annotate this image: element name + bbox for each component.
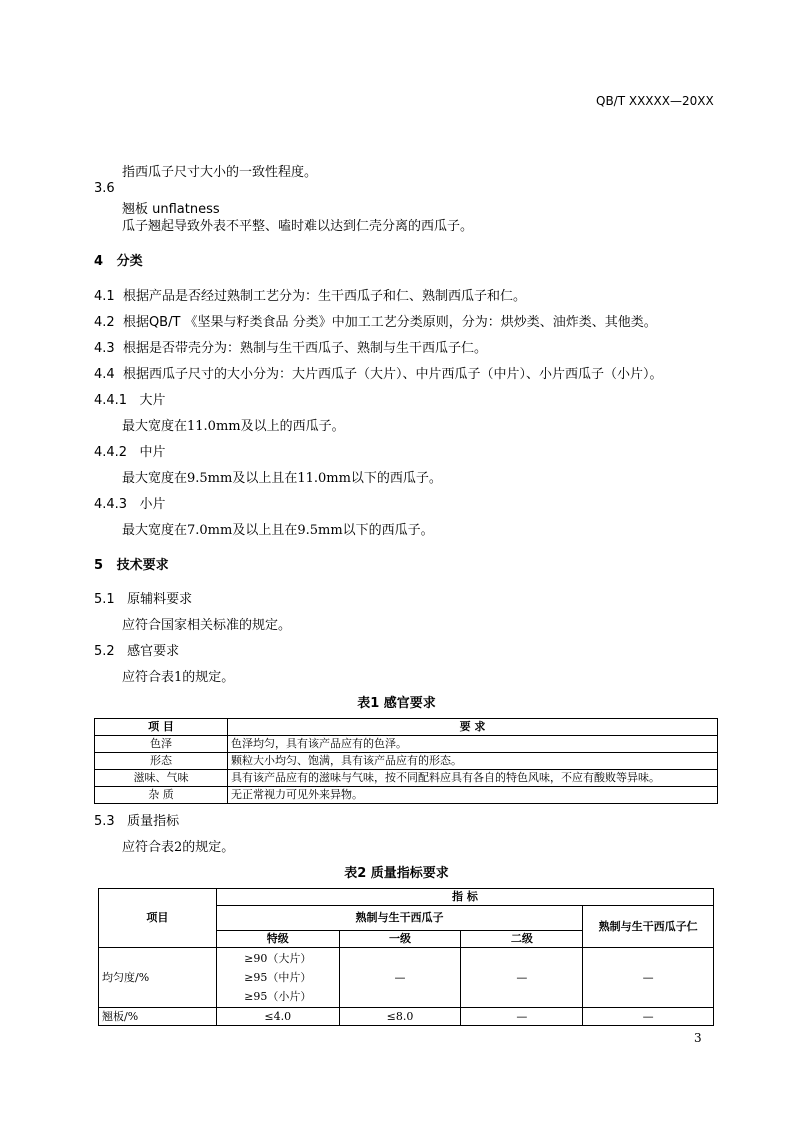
clause-number: 5 — [94, 558, 104, 573]
clause-title: 大片 — [139, 393, 166, 408]
table-header-row — [99, 889, 714, 906]
clause-text: 根据西瓜子尺寸的大小分为：大片西瓜子（大片）、中片西瓜子（中片）、小片西瓜子（小片）。 — [122, 367, 663, 382]
item-header: 项目 — [99, 889, 217, 948]
clause-5-1-heading — [94, 588, 192, 607]
table-row — [95, 736, 718, 753]
clause-5-heading — [94, 554, 169, 573]
table2-caption: 表2 质量指标要求 — [344, 866, 449, 881]
table-cell: 具有该产品应有的滋味与气味，按不同配料应具有各自的特色风味，不应有酸败等异味。 — [228, 770, 718, 787]
table-cell: — — [461, 1008, 583, 1026]
clause-number: 4.3 — [94, 341, 115, 356]
clause-number: 4.4 — [94, 367, 115, 382]
table-cell: ≤8.0 — [339, 1008, 461, 1026]
clause-number: 4.4.1 — [94, 393, 128, 408]
grade-header: 一级 — [339, 931, 461, 948]
table-cell: ≤4.0 — [216, 1008, 339, 1026]
clause-title: 中片 — [139, 445, 166, 460]
table-cell: 均匀度/% — [99, 948, 217, 1008]
cell-line: ≥95（中片） — [244, 971, 312, 984]
table-row — [95, 787, 718, 804]
clause-title: 感官要求 — [127, 644, 180, 659]
clause-4-4-1-heading — [94, 389, 166, 408]
standard-number: QB/T XXXXX—20XX — [596, 94, 714, 108]
clause-5-2-text: 应符合表1的规定。 — [122, 670, 235, 685]
clause-title: 分类 — [116, 254, 143, 269]
clause-3-6-definition: 瓜子翘起导致外表不平整、嗑时难以达到仁壳分离的西瓜子。 — [122, 219, 474, 234]
clause-5-3-heading — [94, 810, 179, 829]
clause-title: 技术要求 — [116, 558, 169, 573]
clause-4-4-3-heading — [94, 493, 166, 512]
table-cell: — — [583, 948, 714, 1008]
clause-4-4-3-text: 最大宽度在7.0mm及以上且在9.5mm以下的西瓜子。 — [122, 523, 434, 538]
clause-4-2 — [94, 311, 657, 330]
table-row — [95, 770, 718, 787]
uniformity-definition: 指西瓜子尺寸大小的一致性程度。 — [122, 165, 318, 180]
clause-3-6-number: 3.6 — [94, 181, 115, 196]
table-header-row — [95, 719, 718, 736]
clause-title: 质量指标 — [127, 814, 180, 829]
kernel-header: 熟制与生干西瓜子仁 — [583, 906, 714, 948]
clause-4-4 — [94, 363, 662, 382]
clause-title: 小片 — [139, 497, 166, 512]
grade-header: 二级 — [461, 931, 583, 948]
table-header: 要 求 — [228, 719, 718, 736]
table-cell — [216, 948, 339, 1008]
clause-number: 5.2 — [94, 644, 115, 659]
table-cell: 滋味、气味 — [95, 770, 228, 787]
clause-number: 4.4.2 — [94, 445, 128, 460]
quality-index-table — [98, 888, 714, 1026]
clause-number: 5.1 — [94, 592, 115, 607]
clause-4-4-1-text: 最大宽度在11.0mm及以上的西瓜子。 — [122, 419, 345, 434]
index-header: 指 标 — [216, 889, 713, 906]
table-cell: 杂 质 — [95, 787, 228, 804]
cell-line: ≥90（大片） — [244, 952, 312, 965]
clause-text: 根据产品是否经过熟制工艺分为：生干西瓜子和仁、熟制西瓜子和仁。 — [122, 289, 526, 304]
table-cell: 色泽 — [95, 736, 228, 753]
clause-5-3-text: 应符合表2的规定。 — [122, 840, 235, 855]
table-cell: 无正常视力可见外来异物。 — [228, 787, 718, 804]
table-cell: — — [339, 948, 461, 1008]
table-cell: — — [461, 948, 583, 1008]
shelled-group-header: 熟制与生干西瓜子 — [216, 906, 582, 931]
page-number: 3 — [694, 1031, 702, 1045]
table-cell: 翘板/% — [99, 1008, 217, 1026]
clause-4-3 — [94, 337, 487, 356]
cell-line: ≥95（小片） — [244, 990, 312, 1003]
clause-text: 根据QB/T 《坚果与籽类食品 分类》中加工工艺分类原则，分为：烘炒类、油炸类、其他类。 — [122, 315, 657, 330]
table-cell: 色泽均匀，具有该产品应有的色泽。 — [228, 736, 718, 753]
clause-number: 4.4.3 — [94, 497, 128, 512]
clause-3-6-term: 翘板 unflatness — [122, 202, 220, 217]
sensory-requirements-table — [94, 718, 718, 804]
clause-number: 4.2 — [94, 315, 115, 330]
table-cell: 颗粒大小均匀、饱满，具有该产品应有的形态。 — [228, 753, 718, 770]
table-row — [99, 948, 714, 1008]
table-row — [95, 753, 718, 770]
clause-4-heading — [94, 250, 143, 269]
table-row — [99, 1008, 714, 1026]
clause-4-1 — [94, 285, 526, 304]
table-header: 项 目 — [95, 719, 228, 736]
clause-5-2-heading — [94, 640, 179, 659]
clause-number: 4.1 — [94, 289, 115, 304]
table-cell: 形态 — [95, 753, 228, 770]
clause-4-4-2-text: 最大宽度在9.5mm及以上且在11.0mm以下的西瓜子。 — [122, 471, 442, 486]
clause-4-4-2-heading — [94, 441, 166, 460]
table-cell: — — [583, 1008, 714, 1026]
clause-text: 根据是否带壳分为：熟制与生干西瓜子、熟制与生干西瓜子仁。 — [122, 341, 487, 356]
clause-5-1-text: 应符合国家相关标准的规定。 — [122, 618, 292, 633]
clause-number: 4 — [94, 254, 104, 269]
clause-title: 原辅料要求 — [127, 592, 193, 607]
grade-header: 特级 — [216, 931, 339, 948]
table1-caption: 表1 感官要求 — [357, 696, 436, 711]
clause-number: 5.3 — [94, 814, 115, 829]
